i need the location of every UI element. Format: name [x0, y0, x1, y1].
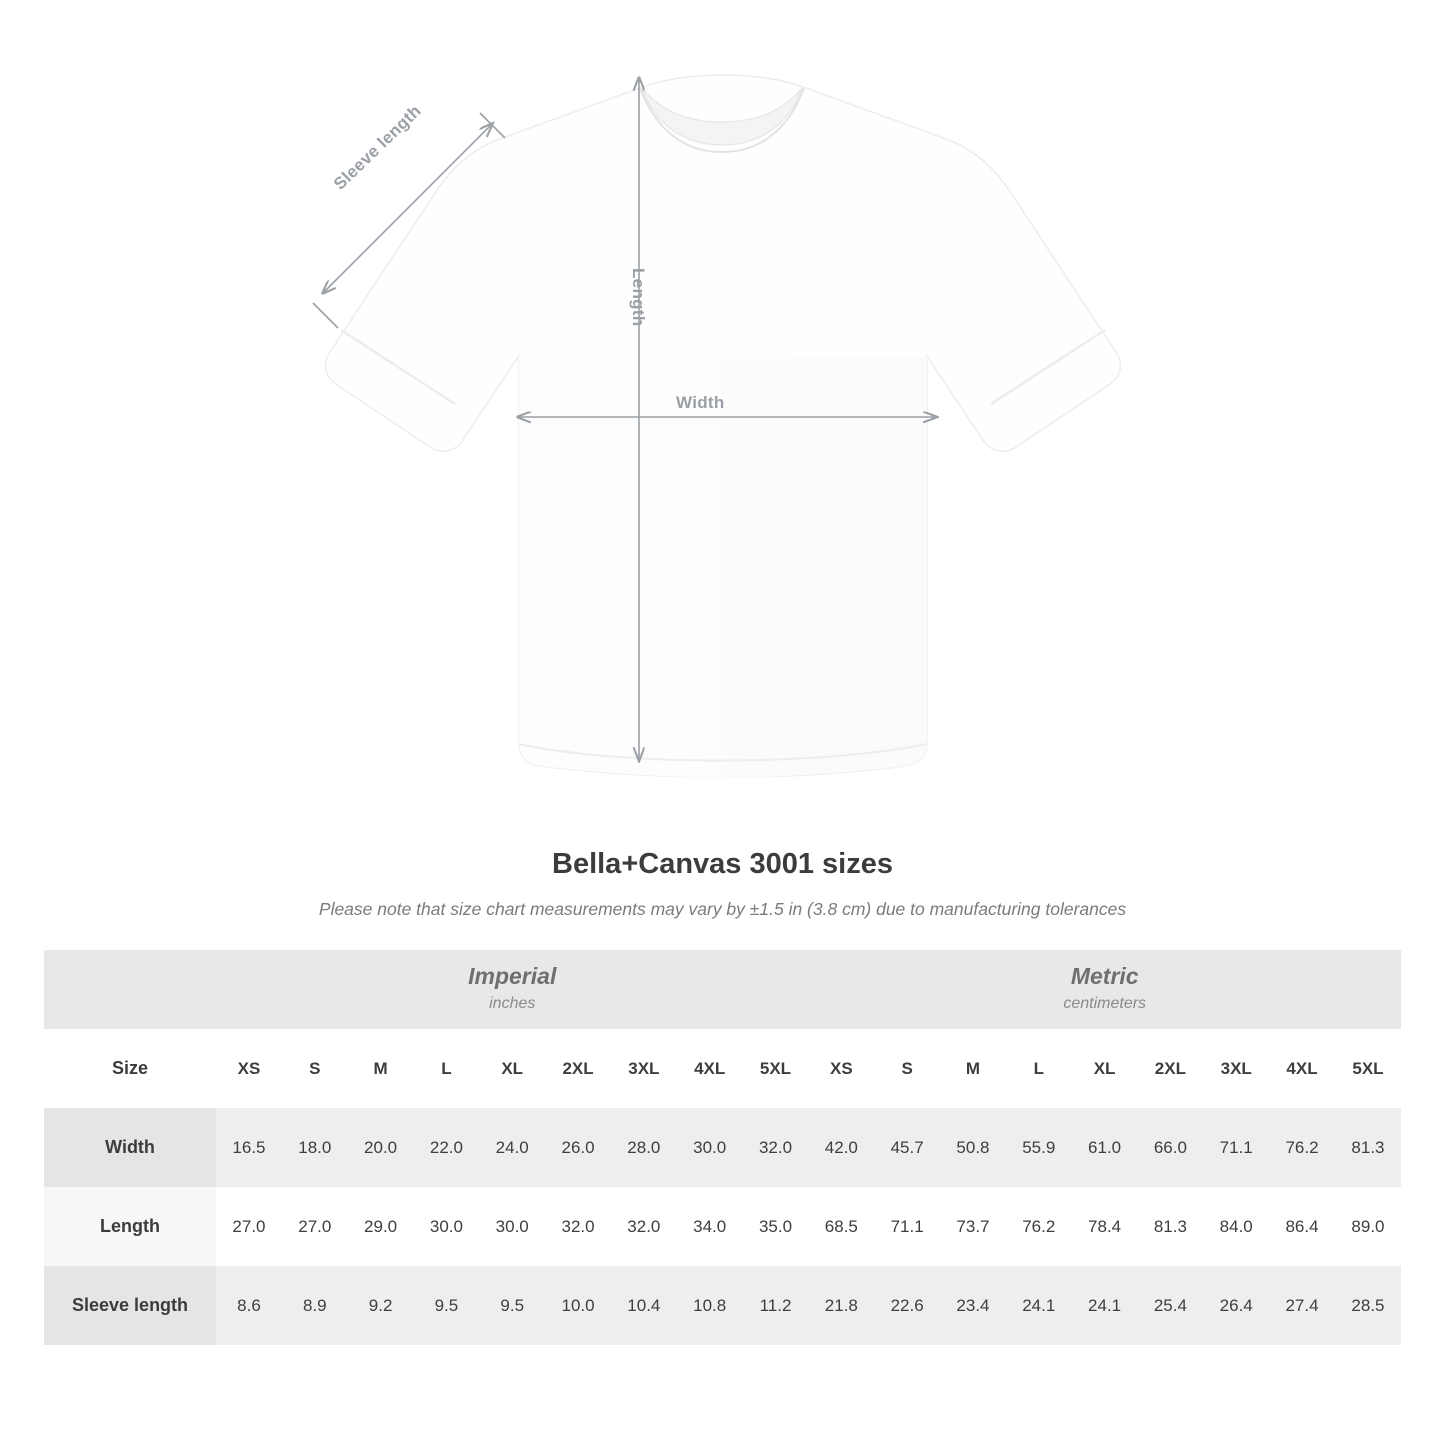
- cell-sleeve-imperial-xs: 8.6: [216, 1266, 282, 1345]
- size-table-wrapper: [44, 950, 1401, 1345]
- metric-unit-label: centimeters: [1063, 995, 1147, 1013]
- cell-sleeve-imperial-2xl: 10.0: [545, 1266, 611, 1345]
- cell-width-metric-5xl: 81.3: [1335, 1108, 1401, 1187]
- table-row: [44, 1266, 1401, 1345]
- cell-width-metric-3xl: 71.1: [1203, 1108, 1269, 1187]
- cell-width-metric-s: 45.7: [874, 1108, 940, 1187]
- length-label: Length: [629, 268, 648, 327]
- cell-sleeve-imperial-5xl: 11.2: [743, 1266, 809, 1345]
- cell-width-imperial-xs: 16.5: [216, 1108, 282, 1187]
- cell-length-metric-m: 73.7: [940, 1187, 1006, 1266]
- row-label-width: Width: [44, 1108, 216, 1187]
- cell-width-imperial-xl: 24.0: [479, 1108, 545, 1187]
- col-header-imperial-s: S: [282, 1029, 348, 1108]
- imperial-unit-label: inches: [489, 995, 536, 1013]
- cell-sleeve-metric-s: 22.6: [874, 1266, 940, 1345]
- col-header-imperial-l: L: [414, 1029, 480, 1108]
- col-header-imperial-2xl: 2XL: [545, 1029, 611, 1108]
- col-header-metric-5xl: 5XL: [1335, 1029, 1401, 1108]
- row-label-length: Length: [44, 1187, 216, 1266]
- col-header-metric-s: S: [874, 1029, 940, 1108]
- imperial-system-label: Imperial: [468, 963, 557, 990]
- sleeve-length-label: Sleeve length: [330, 101, 425, 194]
- cell-sleeve-metric-xs: 21.8: [808, 1266, 874, 1345]
- cell-length-imperial-xl: 30.0: [479, 1187, 545, 1266]
- tolerance-note: Please note that size chart measurements may vary by ±1.5 in (3.8 cm) due to manufacturing tolerances: [318, 899, 1127, 919]
- col-header-metric-4xl: 4XL: [1269, 1029, 1335, 1108]
- cell-width-imperial-5xl: 32.0: [743, 1108, 809, 1187]
- unit-header-spacer: [44, 950, 216, 1029]
- cell-sleeve-metric-5xl: 28.5: [1335, 1266, 1401, 1345]
- cell-length-imperial-l: 30.0: [414, 1187, 480, 1266]
- cell-sleeve-metric-xl: 24.1: [1072, 1266, 1138, 1345]
- width-label: Width: [676, 393, 725, 412]
- row-header-size: Size: [44, 1029, 216, 1108]
- cell-sleeve-metric-2xl: 25.4: [1137, 1266, 1203, 1345]
- cell-width-metric-4xl: 76.2: [1269, 1108, 1335, 1187]
- cell-width-metric-l: 55.9: [1006, 1108, 1072, 1187]
- table-row: [44, 1187, 1401, 1266]
- cell-length-metric-5xl: 89.0: [1335, 1187, 1401, 1266]
- cell-sleeve-metric-4xl: 27.4: [1269, 1266, 1335, 1345]
- cell-width-imperial-2xl: 26.0: [545, 1108, 611, 1187]
- size-table: [44, 950, 1401, 1345]
- cell-length-metric-4xl: 86.4: [1269, 1187, 1335, 1266]
- cell-length-metric-3xl: 84.0: [1203, 1187, 1269, 1266]
- table-row: [44, 1108, 1401, 1187]
- cell-width-metric-2xl: 66.0: [1137, 1108, 1203, 1187]
- cell-length-imperial-xs: 27.0: [216, 1187, 282, 1266]
- cell-sleeve-metric-m: 23.4: [940, 1266, 1006, 1345]
- col-header-metric-xs: XS: [808, 1029, 874, 1108]
- col-header-metric-3xl: 3XL: [1203, 1029, 1269, 1108]
- unit-header-row: [44, 950, 1401, 1029]
- cell-sleeve-imperial-4xl: 10.8: [677, 1266, 743, 1345]
- col-header-imperial-5xl: 5XL: [743, 1029, 809, 1108]
- cell-width-imperial-s: 18.0: [282, 1108, 348, 1187]
- cell-width-imperial-m: 20.0: [348, 1108, 414, 1187]
- metric-system-label: Metric: [1070, 963, 1139, 990]
- cell-length-metric-xs: 68.5: [808, 1187, 874, 1266]
- col-header-imperial-xl: XL: [479, 1029, 545, 1108]
- cell-width-metric-m: 50.8: [940, 1108, 1006, 1187]
- cell-width-metric-xs: 42.0: [808, 1108, 874, 1187]
- page-title: Bella+Canvas 3001 sizes: [552, 848, 893, 880]
- cell-length-imperial-4xl: 34.0: [677, 1187, 743, 1266]
- cell-sleeve-imperial-xl: 9.5: [479, 1266, 545, 1345]
- cell-sleeve-imperial-3xl: 10.4: [611, 1266, 677, 1345]
- cell-width-metric-xl: 61.0: [1072, 1108, 1138, 1187]
- cell-sleeve-metric-l: 24.1: [1006, 1266, 1072, 1345]
- sleeve-tick-lower: [313, 303, 338, 328]
- row-label-sleeve-length: Sleeve length: [44, 1266, 216, 1345]
- cell-length-metric-xl: 78.4: [1072, 1187, 1138, 1266]
- cell-width-imperial-3xl: 28.0: [611, 1108, 677, 1187]
- col-header-imperial-3xl: 3XL: [611, 1029, 677, 1108]
- sleeve-tick-upper: [480, 113, 505, 138]
- cell-width-imperial-l: 22.0: [414, 1108, 480, 1187]
- cell-width-imperial-4xl: 30.0: [677, 1108, 743, 1187]
- col-header-metric-2xl: 2XL: [1137, 1029, 1203, 1108]
- cell-length-imperial-2xl: 32.0: [545, 1187, 611, 1266]
- col-header-imperial-4xl: 4XL: [677, 1029, 743, 1108]
- cell-length-metric-l: 76.2: [1006, 1187, 1072, 1266]
- cell-length-imperial-5xl: 35.0: [743, 1187, 809, 1266]
- cell-sleeve-imperial-l: 9.5: [414, 1266, 480, 1345]
- cell-length-imperial-3xl: 32.0: [611, 1187, 677, 1266]
- col-header-imperial-m: M: [348, 1029, 414, 1108]
- cell-length-metric-2xl: 81.3: [1137, 1187, 1203, 1266]
- tshirt-shape: [326, 75, 1121, 778]
- cell-sleeve-metric-3xl: 26.4: [1203, 1266, 1269, 1345]
- cell-length-metric-s: 71.1: [874, 1187, 940, 1266]
- col-header-metric-l: L: [1006, 1029, 1072, 1108]
- col-header-metric-xl: XL: [1072, 1029, 1138, 1108]
- cell-sleeve-imperial-m: 9.2: [348, 1266, 414, 1345]
- cell-length-imperial-s: 27.0: [282, 1187, 348, 1266]
- cell-sleeve-imperial-s: 8.9: [282, 1266, 348, 1345]
- cell-length-imperial-m: 29.0: [348, 1187, 414, 1266]
- metric-header: [808, 950, 1401, 1029]
- col-header-metric-m: M: [940, 1029, 1006, 1108]
- imperial-header: [216, 950, 808, 1029]
- size-header-row: [44, 1029, 1401, 1108]
- col-header-imperial-xs: XS: [216, 1029, 282, 1108]
